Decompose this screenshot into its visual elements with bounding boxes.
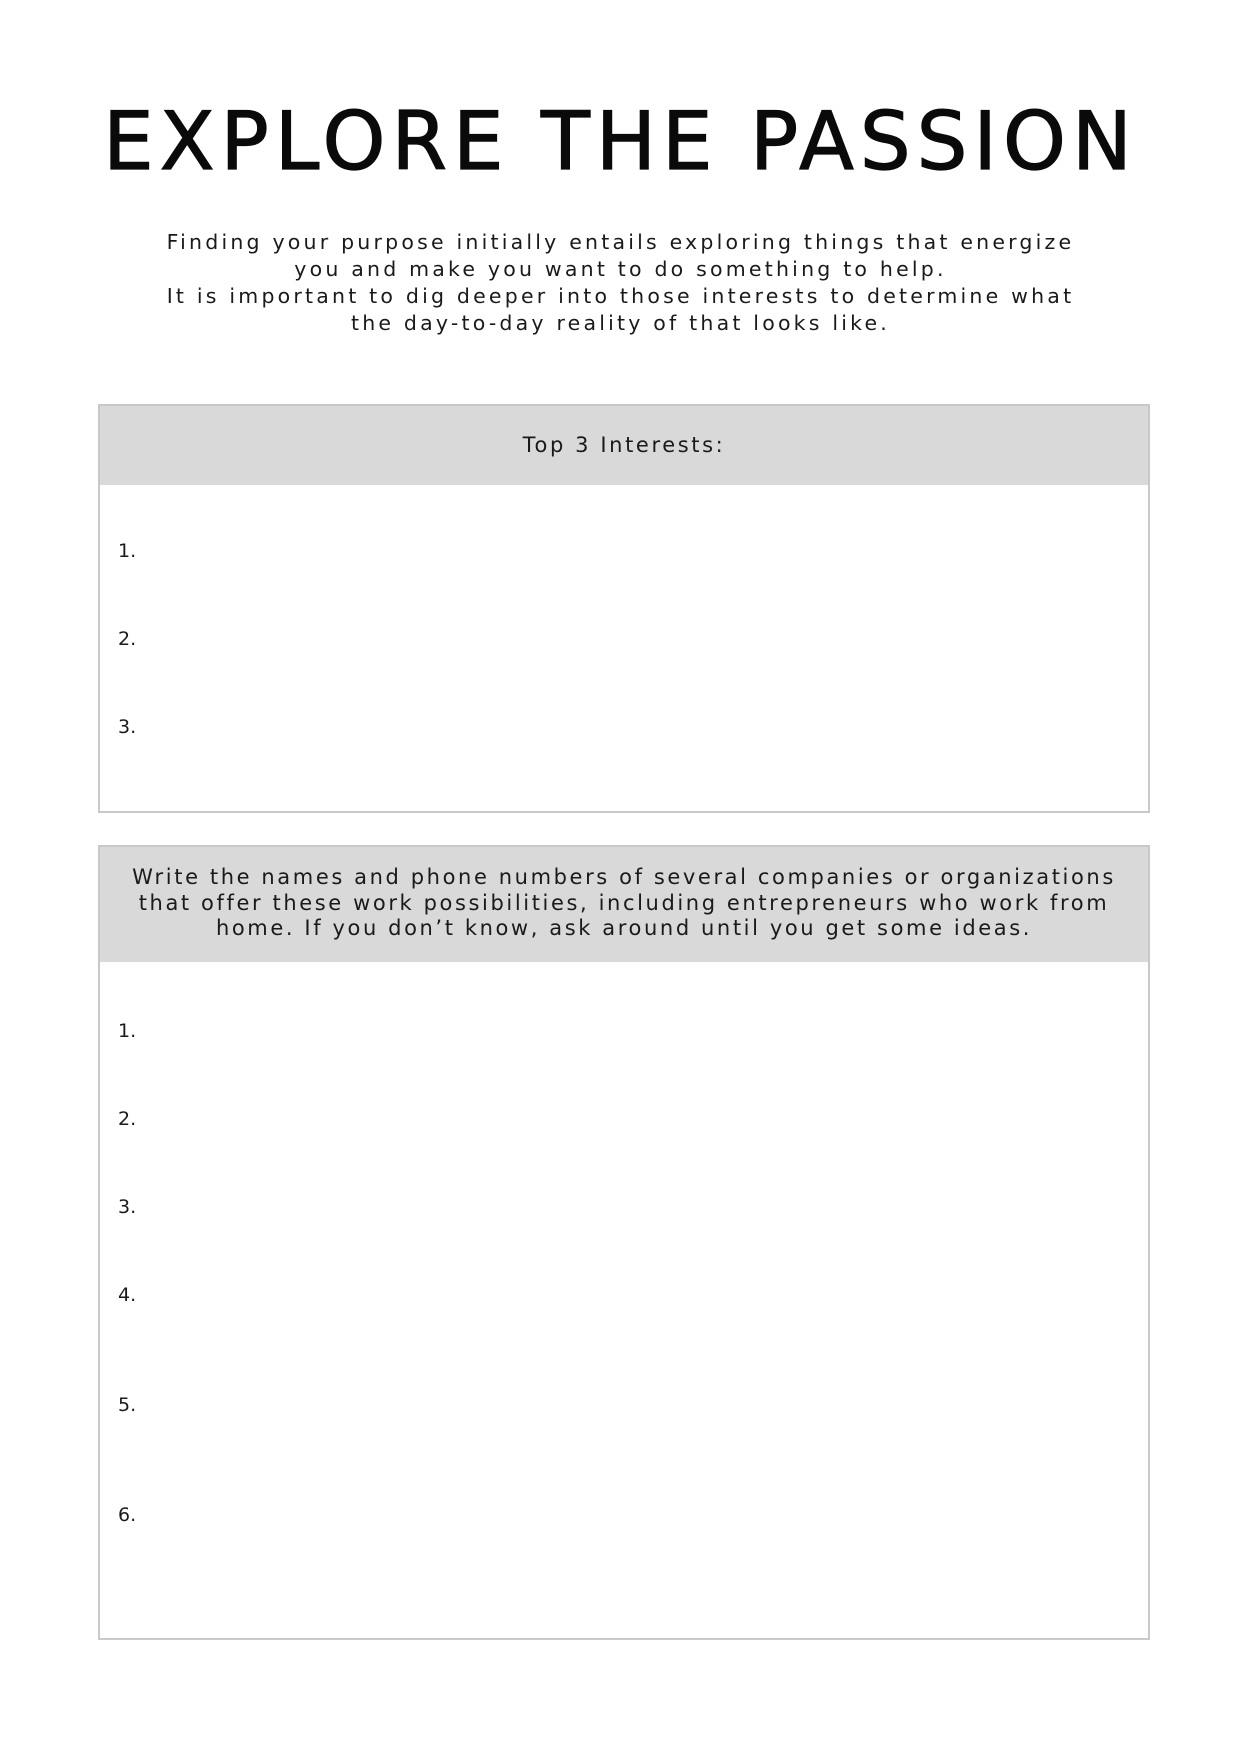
intro-line: Finding your purpose initially entails exploring things that energize (166, 230, 1075, 254)
companies-header (100, 847, 1148, 962)
intro-line: It is important to dig deeper into those interests to determine what (166, 284, 1075, 308)
company-item-5[interactable]: 5. (118, 1394, 137, 1416)
intro-line: the day-to-day reality of that looks like. (350, 311, 891, 335)
intro-paragraph (120, 229, 1121, 337)
interest-item-3[interactable]: 3. (118, 716, 137, 738)
company-item-2[interactable]: 2. (118, 1108, 137, 1130)
company-item-1[interactable]: 1. (118, 1020, 137, 1042)
intro-line: you and make you want to do something to help. (294, 257, 947, 281)
companies-header-line: Write the names and phone numbers of several companies or organizations (132, 865, 1116, 889)
interest-item-1[interactable]: 1. (118, 540, 137, 562)
page-title: EXPLORE THE PASSION (103, 95, 1138, 188)
companies-header-line: home. If you don’t know, ask around until you get some ideas. (215, 916, 1033, 940)
company-item-6[interactable]: 6. (118, 1504, 137, 1526)
company-item-4[interactable]: 4. (118, 1284, 137, 1306)
interests-header: Top 3 Interests: (100, 406, 1148, 485)
company-item-3[interactable]: 3. (118, 1196, 137, 1218)
interest-item-2[interactable]: 2. (118, 628, 137, 650)
interests-box (98, 404, 1150, 813)
companies-box (98, 845, 1150, 1640)
companies-header-line: that offer these work possibilities, including entrepreneurs who work from (138, 890, 1110, 915)
